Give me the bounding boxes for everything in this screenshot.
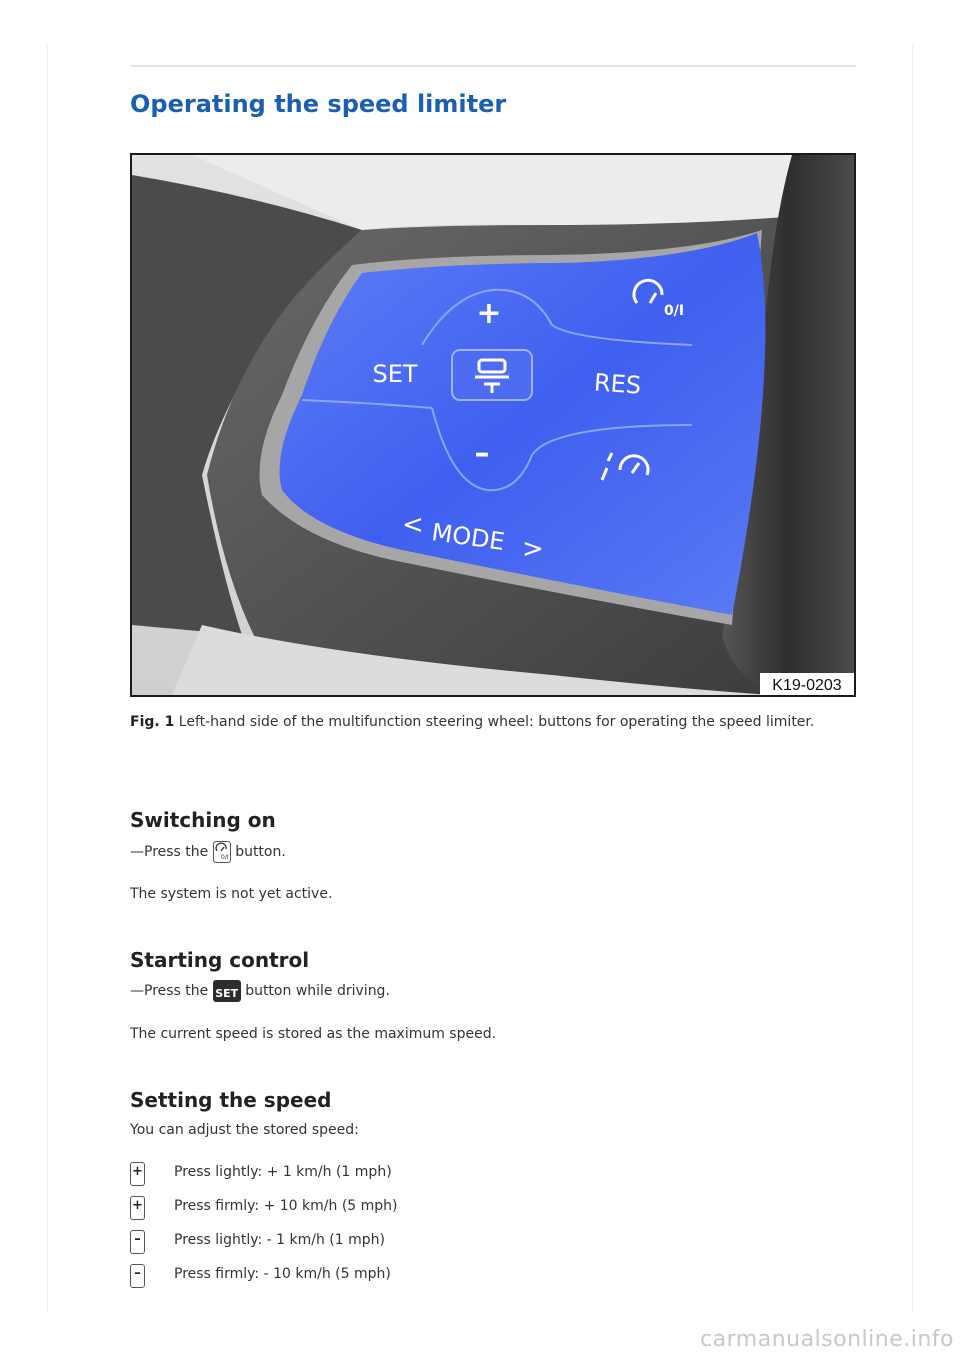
svg-text:0/I: 0/I — [220, 854, 229, 861]
right-margin-line — [912, 45, 913, 1313]
steering-wheel-figure — [130, 153, 856, 697]
plus-key-icon: + — [130, 1162, 145, 1186]
mode-right-arrow-icon: > — [522, 534, 544, 564]
switching-on-step-prefix: —Press the — [130, 844, 209, 860]
caption-text: Left-hand side of the multifunction steering wheel: buttons for operating the speed limiter. — [178, 714, 815, 730]
heading-starting-control: Starting control — [130, 948, 310, 972]
res-button-label: RES — [593, 368, 643, 400]
switching-on-step — [130, 841, 286, 863]
plus-key-icon: + — [130, 1196, 145, 1220]
switching-on-step-suffix: button. — [235, 844, 286, 860]
starting-control-step-suffix: button while driving. — [245, 983, 390, 999]
svg-text:0/I: 0/I — [664, 303, 685, 319]
heading-setting-speed: Setting the speed — [130, 1088, 332, 1112]
caption-label: Fig. 1 — [130, 714, 175, 730]
figure-code: K19-0203 — [772, 677, 842, 694]
minus-button-label: – — [474, 436, 490, 471]
left-margin-line — [47, 45, 48, 1313]
mode-left-arrow-icon: < — [402, 510, 424, 540]
minus-key-icon: – — [130, 1264, 145, 1288]
setting-speed-intro: You can adjust the stored speed: — [130, 1122, 359, 1138]
starting-control-step — [130, 980, 390, 1002]
plus-button-label: + — [476, 296, 502, 331]
header-divider — [130, 65, 856, 67]
speedlimiter-key-icon — [213, 841, 231, 863]
set-key-icon: SET — [213, 980, 241, 1002]
watermark: carmanualsonline.info — [700, 1327, 954, 1352]
page-title: Operating the speed limiter — [130, 90, 507, 118]
figure-caption — [130, 712, 830, 733]
switching-on-note: The system is not yet active. — [130, 886, 333, 902]
starting-control-note: The current speed is stored as the maximum speed. — [130, 1026, 497, 1042]
mode-button-label: MODE — [429, 518, 507, 557]
heading-switching-on: Switching on — [130, 808, 276, 832]
set-button-label: SET — [372, 360, 418, 388]
steering-wheel-illustration — [132, 155, 854, 695]
minus-key-icon: – — [130, 1230, 145, 1254]
starting-control-step-prefix: —Press the — [130, 983, 209, 999]
